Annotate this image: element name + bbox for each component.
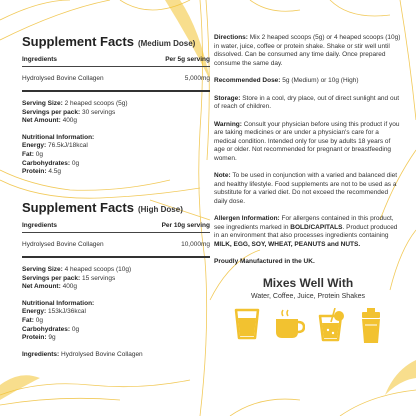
medium-carbs: Carbohydrates: 0g (22, 159, 80, 167)
high-energy: Energy: 153kJ/36kcal (22, 308, 86, 316)
high-servings: Servings per pack: 15 servings (22, 274, 116, 282)
medium-facts-title (22, 34, 210, 49)
high-nutrition-label: Nutritional Information: (22, 299, 95, 307)
high-row-name: Hydrolysed Bovine Collagen (22, 241, 104, 248)
high-carbs: Carbohydrates: 0g (22, 325, 80, 333)
mixes-title: Mixes Well With (262, 275, 354, 290)
medium-nutrition-label: Nutritional Information: (22, 133, 95, 141)
manufactured: Proudly Manufactured in the UK. (214, 258, 315, 265)
high-dose-label: (High Dose) (137, 205, 183, 214)
storage: Storage: Store in a cool, dry place, out of direct sunlight and out of reach of children. (214, 94, 400, 110)
recommended-dose: Recommended Dose: 5g (Medium) or 10g (High) (214, 77, 359, 84)
high-ingredients: Ingredients: Hydrolysed Bovine Collagen (22, 350, 143, 358)
high-title: Supplement Facts (22, 200, 134, 215)
medium-protein: Protein: 4.5g (22, 168, 62, 176)
juice-glass-icon (317, 308, 347, 342)
medium-facts-header (22, 56, 210, 67)
high-facts-row (22, 233, 210, 258)
water-glass-icon (233, 308, 261, 340)
high-protein: Protein: 9g (22, 334, 56, 342)
medium-row-name: Hydrolysed Bovine Collagen (22, 75, 104, 82)
medium-col-serving: Per 5g serving (165, 56, 210, 63)
info-panel (214, 34, 402, 344)
allergen-info: Allergen Information: For allergens contained in this product, see ingredients marked in BOLD/CAPITALS. Product produced in an environment that also processes ingredients containing MILK, EGG, SOY, WHEAT, PEANUTS and NUTS. (214, 215, 398, 248)
medium-facts-row (22, 67, 210, 92)
high-row-value: 10,000mg (181, 241, 210, 248)
note: Note: To be used in conjunction with a varied and balanced diet and healthy lifestyle. Food supplements are not to be used as a substitute for a varied diet. Do not exceed the recommended daily dose. (214, 172, 398, 205)
high-serving-size: Serving Size: 4 heaped scoops (10g) (22, 266, 132, 273)
medium-title: Supplement Facts (22, 34, 134, 49)
medium-servings: Servings per pack: 30 servings (22, 108, 116, 116)
shaker-bottle-icon (359, 308, 383, 344)
mixes-icons (214, 308, 402, 344)
high-facts-header (22, 222, 210, 233)
mixes-subtitle: Water, Coffee, Juice, Protein Shakes (250, 292, 365, 300)
medium-dose-panel (22, 34, 210, 177)
warning: Warning: Consult your physician before using this product if you are taking medicines or are under a physician's care for a medical condition. Intended only for use by adults 18 years of age or older. Not recommended for pregnant or breastfeeding women. (214, 120, 400, 162)
medium-row-value: 5,000mg (184, 75, 210, 82)
high-info (22, 266, 210, 359)
medium-info (22, 100, 210, 177)
high-col-serving: Per 10g serving (161, 222, 210, 229)
medium-fat: Fat: 0g (22, 150, 43, 158)
directions: Directions: Mix 2 heaped scoops (5g) or 4 heaped scoops (10g) in water, juice, coffee or protein shake. Shake or stir well until dissolved. Can be consumed any time daily. Once prepared consume the same day. (214, 34, 401, 67)
medium-dose-label: (Medium Dose) (137, 39, 196, 48)
medium-net: Net Amount: 400g (22, 117, 78, 125)
high-net: Net Amount: 400g (22, 283, 78, 291)
high-col-ingredients: Ingredients (22, 222, 58, 229)
high-dose-panel (22, 200, 210, 359)
medium-col-ingredients: Ingredients (22, 56, 58, 63)
medium-serving-size: Serving Size: 2 heaped scoops (5g) (22, 100, 128, 107)
high-fat: Fat: 0g (22, 316, 43, 324)
high-facts-title (22, 200, 210, 215)
medium-energy: Energy: 76.5kJ/18kcal (22, 142, 88, 150)
coffee-mug-icon (273, 308, 305, 340)
